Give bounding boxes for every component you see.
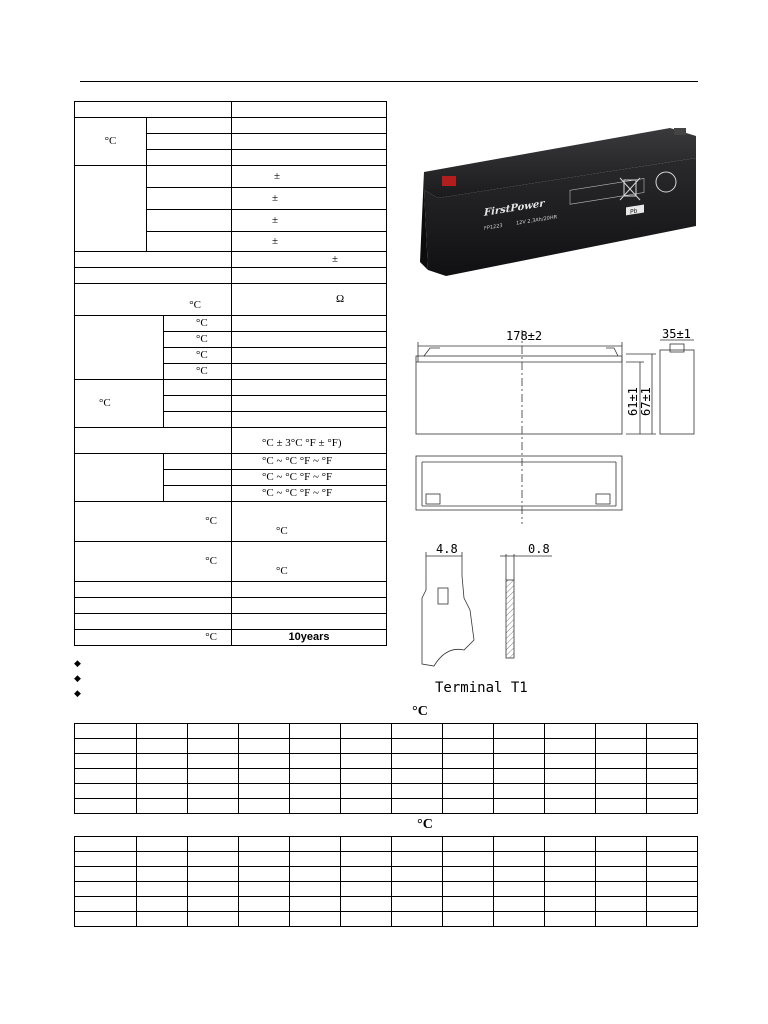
- temp-range-1: °C ~ °C °F ~ °F: [232, 454, 387, 470]
- cap-temp-2: °C: [164, 332, 232, 348]
- weight-tolerance: ±: [232, 252, 387, 268]
- impedance-ohm: Ω: [232, 284, 387, 316]
- height-outer-dim: 67±1: [639, 387, 653, 416]
- terminal-caption: Terminal T1: [435, 680, 528, 696]
- cycle-voltage-unit: °C: [75, 502, 232, 542]
- cap-temp-4: °C: [164, 364, 232, 380]
- float-voltage-value-unit: °C: [232, 542, 387, 582]
- length-dim: 178±2: [506, 329, 543, 343]
- discharge-table-1: [74, 723, 698, 814]
- operating-temp: °C ± 3°C °F ± °F): [232, 428, 387, 454]
- height-inner-dim: 61±1: [626, 387, 640, 416]
- table-1-title: °C: [412, 704, 428, 719]
- dim-tolerance-1: ±: [232, 166, 387, 188]
- temp-range-3: °C ~ °C °F ~ °F: [232, 486, 387, 502]
- terminal-width-dim: 4.8: [436, 542, 458, 556]
- dim-tolerance-2: ±: [232, 188, 387, 210]
- discharge-table-2: [74, 836, 698, 927]
- width-dim: 35±1: [662, 327, 691, 341]
- dim-tolerance-3: ±: [232, 210, 387, 232]
- cycle-voltage-value-unit: °C: [232, 502, 387, 542]
- float-voltage-unit: °C: [75, 542, 232, 582]
- design-life-value: 10years: [232, 630, 387, 646]
- cap-temp-1: °C: [164, 316, 232, 332]
- header-rule: [80, 81, 698, 82]
- negative-terminal: [674, 128, 686, 135]
- bullet-icon: ◆: [74, 688, 81, 698]
- impedance-label: °C: [75, 284, 232, 316]
- battery-brand: FirstPower: [484, 198, 545, 219]
- self-discharge-unit: °C: [75, 380, 164, 428]
- terminal-thickness-dim: 0.8: [528, 542, 550, 556]
- cap-temp-3: °C: [164, 348, 232, 364]
- spec-table: [74, 101, 387, 646]
- positive-terminal: [442, 176, 456, 186]
- table-2-title: °C: [417, 817, 433, 832]
- dim-tolerance-4: ±: [232, 232, 387, 252]
- dimension-drawing: [410, 326, 710, 526]
- battery-voltage: 12V 2.3Ah/20HR: [516, 214, 558, 227]
- notes-list: [74, 656, 81, 701]
- temp-range-2: °C ~ °C °F ~ °F: [232, 470, 387, 486]
- bullet-icon: ◆: [74, 658, 81, 668]
- capacity-unit-cell: °C: [75, 118, 147, 166]
- terminal-drawing: [412, 540, 562, 670]
- bullet-icon: ◆: [74, 673, 81, 683]
- battery-model: FP1223: [484, 222, 503, 232]
- battery-photo: [420, 122, 698, 278]
- pb-label: Pb: [630, 207, 638, 216]
- design-life-unit: °C: [75, 630, 232, 646]
